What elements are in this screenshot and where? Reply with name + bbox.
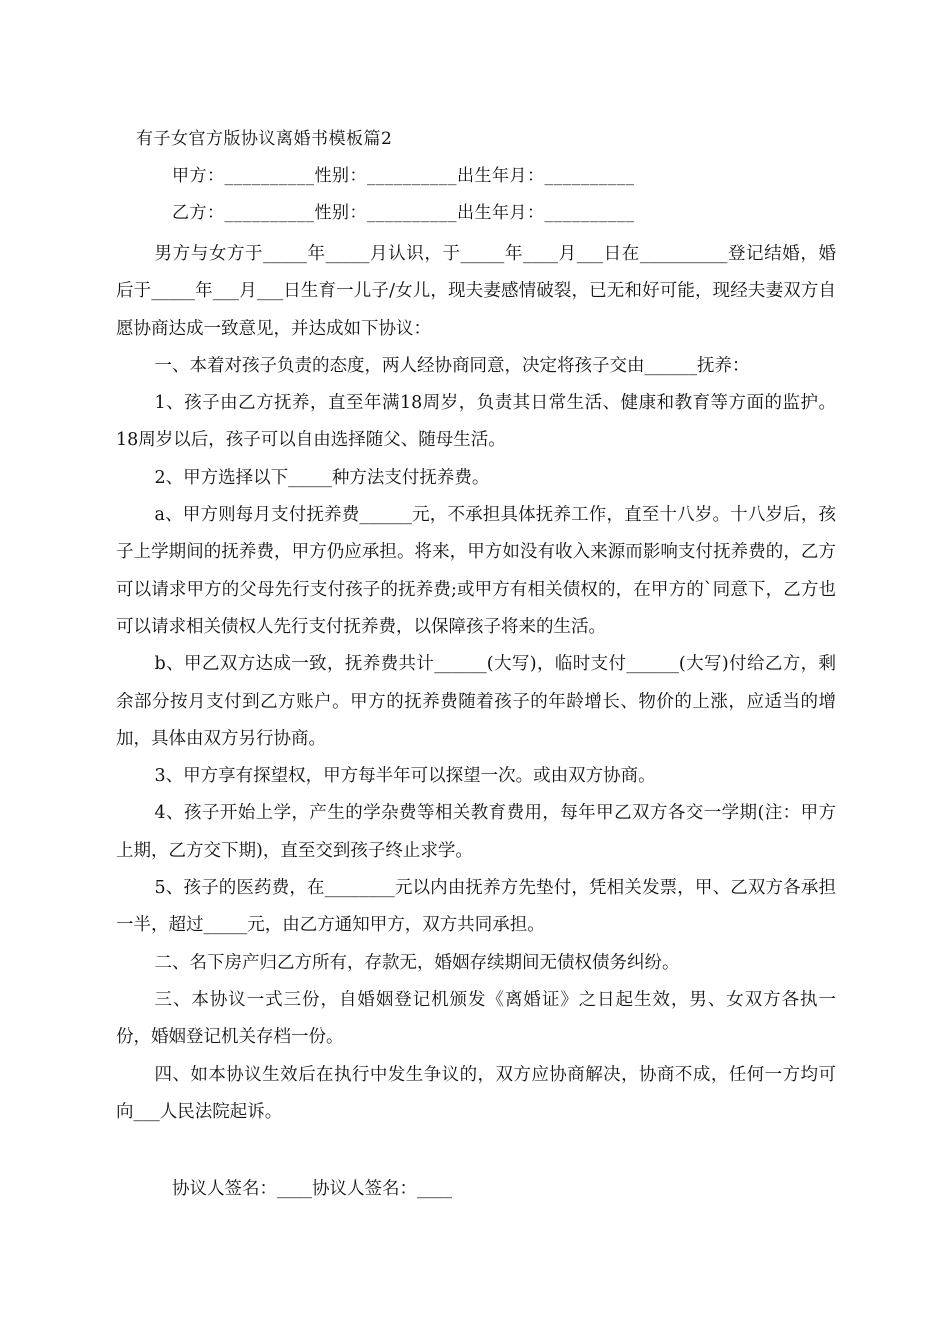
- party-a-info-line: 甲方：__________性别：__________出生年月：__________: [172, 166, 635, 186]
- paragraph-custody: 一、本着对孩子负责的态度，两人经协商同意，决定将孩子交由______抚养：: [154, 355, 750, 376]
- party-b-info-line: 乙方：__________性别：__________出生年月：__________: [172, 203, 635, 223]
- paragraph-copies: 三、本协议一式三份，自婚姻登记机颁发《离婚证》之日起生效，男、女双方各执一份，婚姻登记机关存档一份。: [116, 989, 836, 1048]
- paragraph-dispute: 四、如本协议生效后在执行中发生争议的，双方应协商解决，协商不成，任何一方均可向___人民法院起诉。: [116, 1064, 836, 1122]
- paragraph-item-3: 3、甲方享有探望权，甲方每半年可以探望一次。或由双方协商。: [154, 766, 656, 787]
- paragraph-intro: 男方与女方于_____年_____月认识，于_____年____月___日在__________登记结婚，婚后于_____年___月___日生育一儿子/女儿，现夫妻感情破裂，已无和好可能，现经夫妻双方自愿协商达成一致意见，并达成如下协议：: [116, 244, 836, 339]
- paragraph-item-1: 1、孩子由乙方抚养，直至年满18周岁，负责其日常生活、健康和教育等方面的监护。18周岁以后，孩子可以自由选择随父、随母生活。: [116, 393, 836, 451]
- agreement-body: [116, 236, 836, 1131]
- paragraph-option-b: b、甲乙双方达成一致，抚养费共计______(大写)，临时支付______(大写)付给乙方，剩余部分按月支付到乙方账户。甲方的抚养费随着孩子的年龄增长、物价的上涨，应适当的增加，具体由双方另行协商。: [116, 654, 836, 749]
- paragraph-option-a: a、甲方则每月支付抚养费______元，不承担具体抚养工作，直至十八岁。十八岁后，孩子上学期间的抚养费，甲方仍应承担。将来，甲方如没有收入来源而影响支付抚养费的，乙方可以请求甲方的父母先行支付孩子的抚养费;或甲方有相关债权的，在甲方的`同意下，乙方也可以请求相关债权人先行支付抚养费，以保障孩子将来的生活。: [116, 505, 836, 637]
- paragraph-item-5: 5、孩子的医药费，在________元以内由抚养方先垫付，凭相关发票，甲、乙双方各承担一半，超过_____元，由乙方通知甲方，双方共同承担。: [116, 878, 836, 936]
- paragraph-item-2: 2、甲方选择以下_____种方法支付抚养费。: [154, 467, 490, 488]
- document-title: 有子女官方版协议离婚书模板篇2: [136, 129, 393, 149]
- paragraph-item-4: 4、孩子开始上学，产生的学杂费等相关教育费用，每年甲乙双方各交一学期(注：甲方上期，乙方交下期)，直至交到孩子终止求学。: [116, 803, 836, 861]
- paragraph-property: 二、名下房产归乙方所有，存款无，婚姻存续期间无债权债务纠纷。: [154, 952, 680, 973]
- signature-line: 协议人签名：____协议人签名：____: [172, 1179, 452, 1199]
